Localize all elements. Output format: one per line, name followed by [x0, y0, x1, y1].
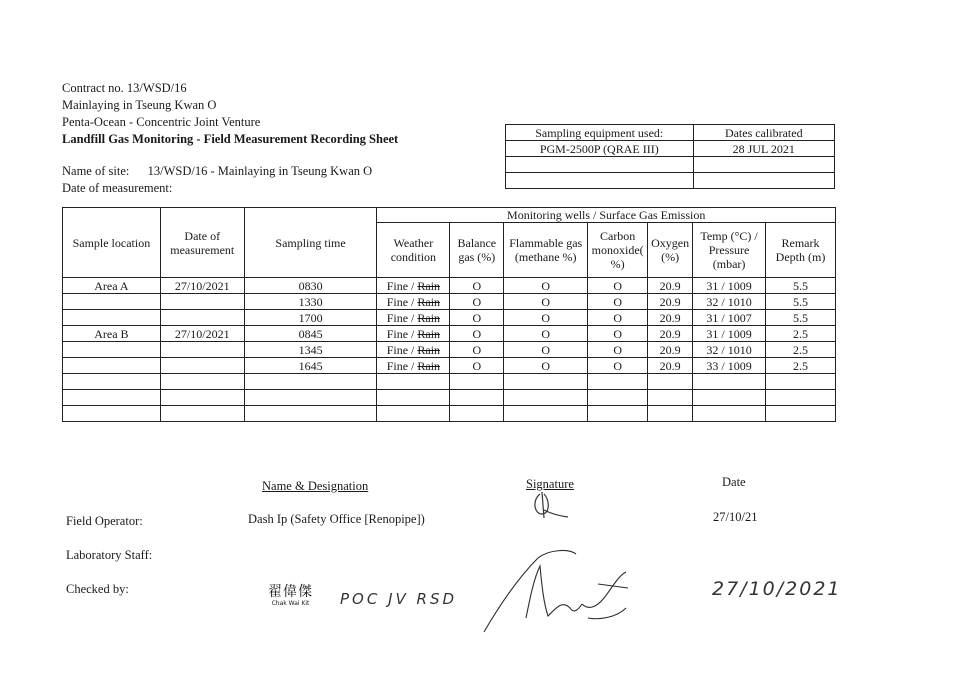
col-header-weather: Weather condition: [377, 223, 450, 278]
measurement-date-label: Date of measurement:: [62, 181, 173, 195]
cell-temp: 32 / 1010: [693, 294, 766, 310]
cell-co: O: [588, 294, 648, 310]
cell-temp: 32 / 1010: [693, 342, 766, 358]
monitoring-table: [62, 207, 836, 422]
field-operator-label: Field Operator:: [66, 514, 143, 528]
table-row: [63, 294, 836, 310]
cell-date: [160, 294, 244, 310]
field-operator-date: 27/10/21: [713, 510, 758, 524]
cell-depth: [766, 406, 836, 422]
cell-oxygen: [648, 374, 693, 390]
cell-depth: 5.5: [766, 294, 836, 310]
cell-flammable: O: [504, 326, 588, 342]
cell-location: [63, 310, 161, 326]
cell-flammable: O: [504, 294, 588, 310]
cell-oxygen: 20.9: [648, 342, 693, 358]
cell-weather: [377, 294, 450, 310]
checked-by-note: POC JV RSD: [340, 590, 458, 608]
group-header-monitoring: Monitoring wells / Surface Gas Emission: [377, 208, 836, 223]
cell-depth: [766, 374, 836, 390]
cell-location: Area A: [63, 278, 161, 294]
cell-date: [160, 342, 244, 358]
cell-balance: [450, 390, 504, 406]
signature-header: Signature: [526, 477, 574, 491]
weather-selected: Fine /: [386, 294, 418, 309]
cell-co: O: [588, 358, 648, 374]
cell-weather: [377, 310, 450, 326]
cell-co: O: [588, 310, 648, 326]
weather-struck: Rain: [417, 294, 441, 309]
cell-time: [244, 390, 377, 406]
cell-depth: 5.5: [766, 310, 836, 326]
cell-temp: [693, 390, 766, 406]
weather-selected: Fine /: [386, 278, 418, 293]
col-header-balance: Balance gas (%): [450, 223, 504, 278]
cell-time: 1645: [244, 358, 377, 374]
cell-flammable: [504, 390, 588, 406]
cell-flammable: O: [504, 358, 588, 374]
cell-flammable: O: [504, 310, 588, 326]
cell-co: O: [588, 326, 648, 342]
cell-co: [588, 390, 648, 406]
cell-depth: 5.5: [766, 278, 836, 294]
cell-flammable: [504, 406, 588, 422]
checked-by-signature: [478, 548, 638, 638]
calibration-cell: [693, 173, 834, 189]
sheet-title: Landfill Gas Monitoring - Field Measurement Recording Sheet: [62, 132, 399, 146]
field-operator-name: Dash Ip (Safety Office [Renopipe]): [248, 512, 425, 526]
table-row: [63, 406, 836, 422]
weather-struck: Rain: [417, 326, 441, 341]
cell-oxygen: 20.9: [648, 326, 693, 342]
cell-balance: O: [450, 294, 504, 310]
project-line: Mainlaying in Tseung Kwan O: [62, 98, 217, 112]
site-info: [62, 163, 372, 197]
weather-selected: Fine /: [386, 310, 418, 325]
cell-oxygen: 20.9: [648, 310, 693, 326]
col-header-depth: Remark Depth (m): [766, 223, 836, 278]
cell-oxygen: 20.9: [648, 294, 693, 310]
cell-temp: 31 / 1009: [693, 326, 766, 342]
cell-weather: [377, 390, 450, 406]
cell-weather: [377, 342, 450, 358]
equipment-cell: PGM-2500P (QRAE III): [506, 141, 694, 157]
cell-time: 1330: [244, 294, 377, 310]
stamp-english-name: Chak Wai Kit: [271, 600, 310, 607]
equipment-table: [505, 124, 835, 189]
cell-date: [160, 406, 244, 422]
weather-selected: Fine /: [386, 342, 418, 357]
cell-balance: [450, 406, 504, 422]
cell-oxygen: [648, 406, 693, 422]
weather-selected: Fine /: [386, 326, 418, 341]
cell-flammable: O: [504, 278, 588, 294]
cell-co: O: [588, 278, 648, 294]
site-name-value: 13/WSD/16 - Mainlaying in Tseung Kwan O: [147, 164, 373, 178]
col-header-oxygen: Oxygen (%): [648, 223, 693, 278]
cell-weather: [377, 406, 450, 422]
col-header-co: Carbon monoxide( %): [588, 223, 648, 278]
cell-temp: 31 / 1009: [693, 278, 766, 294]
col-header-temp: Temp (°C) / Pressure (mbar): [693, 223, 766, 278]
cell-oxygen: 20.9: [648, 278, 693, 294]
cell-date: [160, 310, 244, 326]
cell-depth: 2.5: [766, 342, 836, 358]
cell-date: 27/10/2021: [160, 278, 244, 294]
cell-co: O: [588, 342, 648, 358]
table-row: [63, 342, 836, 358]
cell-date: [160, 358, 244, 374]
cell-location: [63, 342, 161, 358]
cell-co: [588, 406, 648, 422]
equipment-header: Sampling equipment used:: [506, 125, 694, 141]
site-name-label: Name of site:: [62, 164, 130, 178]
table-row: [63, 358, 836, 374]
cell-temp: [693, 374, 766, 390]
cell-date: [160, 390, 244, 406]
equipment-cell: [506, 157, 694, 173]
cell-location: [63, 358, 161, 374]
cell-location: [63, 406, 161, 422]
cell-flammable: [504, 374, 588, 390]
cell-depth: 2.5: [766, 358, 836, 374]
cell-temp: [693, 406, 766, 422]
weather-struck: Rain: [417, 358, 441, 373]
cell-oxygen: 20.9: [648, 358, 693, 374]
table-row: [63, 390, 836, 406]
cell-oxygen: [648, 390, 693, 406]
cell-co: [588, 374, 648, 390]
cell-location: [63, 294, 161, 310]
cell-time: 1700: [244, 310, 377, 326]
lab-staff-label: Laboratory Staff:: [66, 548, 153, 562]
cell-location: [63, 390, 161, 406]
table-row: [63, 326, 836, 342]
calibration-header: Dates calibrated: [693, 125, 834, 141]
weather-selected: Fine /: [386, 358, 418, 373]
contract-line: Contract no. 13/WSD/16: [62, 81, 187, 95]
name-designation-header: Name & Designation: [262, 479, 369, 493]
col-header-location: Sample location: [63, 208, 161, 278]
cell-balance: O: [450, 278, 504, 294]
cell-time: 0830: [244, 278, 377, 294]
cell-time: 1345: [244, 342, 377, 358]
col-header-flammable: Flammable gas (methane %): [504, 223, 588, 278]
cell-date: 27/10/2021: [160, 326, 244, 342]
cell-weather: [377, 278, 450, 294]
calibration-cell: [693, 157, 834, 173]
date-header: Date: [722, 475, 746, 489]
cell-balance: O: [450, 358, 504, 374]
table-row: [63, 278, 836, 294]
cell-balance: [450, 374, 504, 390]
cell-temp: 31 / 1007: [693, 310, 766, 326]
cell-balance: O: [450, 310, 504, 326]
cell-temp: 33 / 1009: [693, 358, 766, 374]
cell-depth: 2.5: [766, 326, 836, 342]
checked-by-date: 27/10/2021: [712, 578, 842, 600]
cell-time: 0845: [244, 326, 377, 342]
col-header-time: Sampling time: [244, 208, 377, 278]
cell-balance: O: [450, 342, 504, 358]
calibration-cell: 28 JUL 2021: [693, 141, 834, 157]
checked-by-stamp: [268, 585, 313, 607]
cell-date: [160, 374, 244, 390]
cell-weather: [377, 326, 450, 342]
monitoring-rows: [63, 278, 836, 422]
cell-depth: [766, 390, 836, 406]
table-row: [63, 310, 836, 326]
cell-balance: O: [450, 326, 504, 342]
cell-location: Area B: [63, 326, 161, 342]
weather-struck: Rain: [417, 278, 441, 293]
cell-time: [244, 374, 377, 390]
cell-weather: [377, 374, 450, 390]
checked-by-label: Checked by:: [66, 582, 129, 596]
weather-struck: Rain: [417, 342, 441, 357]
equipment-cell: [506, 173, 694, 189]
table-row: [63, 374, 836, 390]
cell-flammable: O: [504, 342, 588, 358]
stamp-chinese-name: 翟偉傑: [268, 584, 313, 600]
weather-struck: Rain: [417, 310, 441, 325]
field-operator-signature: [528, 490, 572, 524]
cell-location: [63, 374, 161, 390]
document-header: [62, 80, 398, 148]
cell-time: [244, 406, 377, 422]
contractor-line: Penta-Ocean - Concentric Joint Venture: [62, 115, 261, 129]
cell-weather: [377, 358, 450, 374]
col-header-date: Date of measurement: [160, 208, 244, 278]
